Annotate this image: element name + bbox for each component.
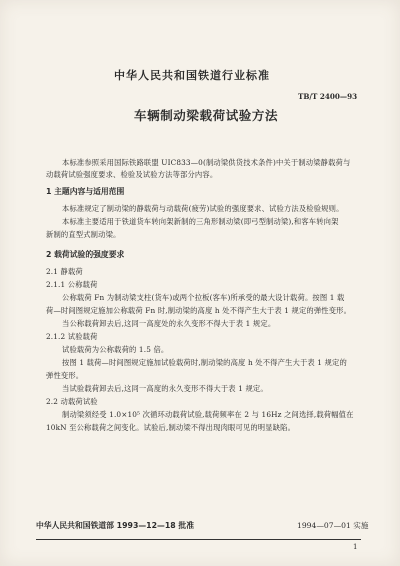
section-1-paragraph-2-line-2: 新制的直型式制动梁。 [46, 230, 121, 239]
subsection-2-1-2-line-1: 试验载荷为公称载荷的 1.5 倍。 [62, 345, 169, 354]
section-1-heading: 1 主题内容与适用范围 [46, 187, 125, 196]
subsection-2-1-1-line-2: 荷—时间图规定施加公称载荷 Fn 时,制动梁的高度 h 处不得产生大于表 1 规定的弹性变形。 [46, 306, 352, 315]
section-1-paragraph-2-line-1: 本标准主要适用于铁道货车转向架新制的三角形制动梁(即弓型制动梁),和客车转向架 [62, 217, 339, 226]
subsection-2-1-2-line-3: 弹性变形。 [46, 371, 84, 380]
subsection-2-2-heading: 2.2 动载荷试验 [46, 397, 98, 406]
effective-date: 1994—07—01 实施 [297, 521, 369, 530]
subsection-2-1-2-heading: 2.1.2 试验载荷 [46, 332, 98, 341]
subsection-2-1-1-line-3: 当公称载荷卸去后,这同一高度处的永久变形不得大于表 1 规定。 [62, 319, 276, 328]
intro-paragraph-line-2: 动载荷试验强度要求、检验及试验方法等部分内容。 [46, 170, 218, 179]
subsection-2-2-line-1: 制动梁须经受 1.0×10⁵ 次循环动载荷试验,载荷频率在 2 与 16Hz 之间选择,载荷幅值在 [62, 410, 354, 419]
standard-number: TB/T 2400—93 [298, 92, 358, 101]
subsection-2-2-line-2: 10kN 至公称载荷之间变化。试验后,制动梁不得出现肉眼可见的明显缺陷。 [46, 423, 296, 432]
section-2-heading: 2 载荷试验的强度要求 [46, 250, 125, 259]
subsection-2-1-2-line-4: 当试验载荷卸去后,这同一高度的永久变形不得大于表 1 规定。 [62, 384, 268, 393]
ministry-title: 中华人民共和国铁道行业标准 [114, 69, 270, 82]
intro-paragraph-line-1: 本标准参照采用国际铁路联盟 UIC833—0(制动梁供货技术条件)中关于制动梁静载荷与 [62, 158, 351, 167]
document-title: 车辆制动梁载荷试验方法 [134, 108, 279, 123]
subsection-2-1-1-line-1: 公称载荷 Fn 为制动梁支柱(货车)或两个拉板(客车)所承受的最大设计载荷。按图 1 载 [62, 293, 345, 302]
section-1-paragraph-1: 本标准规定了制动梁的静载荷与动载荷(疲劳)试验的强度要求、试验方法及检验规则。 [62, 204, 344, 213]
page-number: 1 [353, 543, 358, 551]
footer-divider [36, 539, 361, 540]
subsection-2-1-2-line-2: 按图 1 载荷—时间图规定施加试验载荷时,制动梁的高度 h 处不得产生大于表 1 规定的 [62, 358, 347, 367]
subsection-2-1-1-heading: 2.1.1 公称载荷 [46, 280, 98, 289]
issuer-approval-date: 中华人民共和国铁道部 1993—12—18 批准 [36, 521, 194, 530]
subsection-2-1-heading: 2.1 静载荷 [46, 267, 83, 276]
